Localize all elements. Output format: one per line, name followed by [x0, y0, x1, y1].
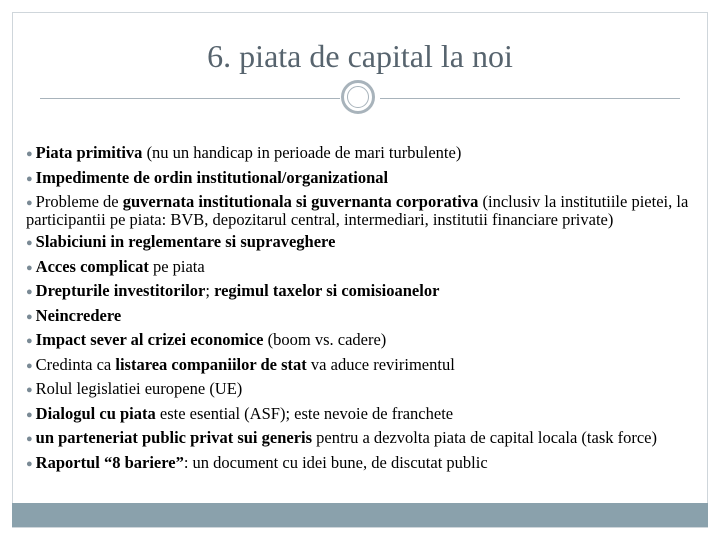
bullet-icon: ●: [26, 148, 33, 160]
list-item: ● Raportul “8 bariere”: un document cu idei bune, de discutat public: [26, 453, 488, 472]
list-item: ● Piata primitiva (nu un handicap in perioade de mari turbulente): [26, 143, 462, 162]
bullet-icon: ●: [26, 408, 33, 421]
list-item: ● Acces complicat pe piata: [26, 256, 205, 276]
footer-bar: [12, 503, 708, 527]
bullet-list: [26, 142, 710, 477]
title-divider-right: [380, 98, 680, 99]
list-item: ● Slabiciuni in reglementare si supraveghere: [26, 232, 336, 251]
bullet-icon: ●: [26, 359, 33, 372]
bullet-icon: ●: [26, 261, 33, 274]
bullet-icon: ●: [26, 197, 33, 209]
bullet-icon: ●: [26, 310, 33, 323]
list-item: ● Dialogul cu piata este esential (ASF); este nevoie de franchete: [26, 403, 454, 423]
bullet-icon: ●: [26, 286, 33, 298]
bullet-icon: ●: [26, 237, 33, 249]
list-item: ● Rolul legislatiei europene (UE): [26, 379, 243, 398]
list-item: ● Credinta ca listarea companiilor de stat va aduce revirimentul: [26, 354, 455, 374]
list-item: ● Probleme de guvernata institutionala si guvernanta corporativa (inclusiv la institutiile pietei, la participantii pe piata: BVB, depozitarul central, intermediari, institutii financiare private): [26, 192, 689, 229]
bullet-icon: ●: [26, 433, 33, 445]
list-item: ● Drepturile investitorilor; regimul taxelor si comisioanelor: [26, 281, 440, 300]
list-item: ● Impedimente de ordin institutional/organizational: [26, 167, 389, 187]
bullet-icon: ●: [26, 458, 33, 470]
title-divider-left: [40, 98, 340, 99]
bullet-icon: ●: [26, 335, 33, 347]
bullet-icon: ●: [26, 172, 33, 185]
list-item: ● Neincredere: [26, 305, 122, 325]
circle-ornament-icon: [341, 80, 375, 114]
slide-title: 6. piata de capital la noi: [207, 38, 513, 74]
list-item: ● Impact sever al crizei economice (boom vs. cadere): [26, 330, 387, 349]
bullet-icon: ●: [26, 384, 33, 396]
list-item: ● un parteneriat public privat sui generis pentru a dezvolta piata de capital locala (task force): [26, 428, 657, 447]
